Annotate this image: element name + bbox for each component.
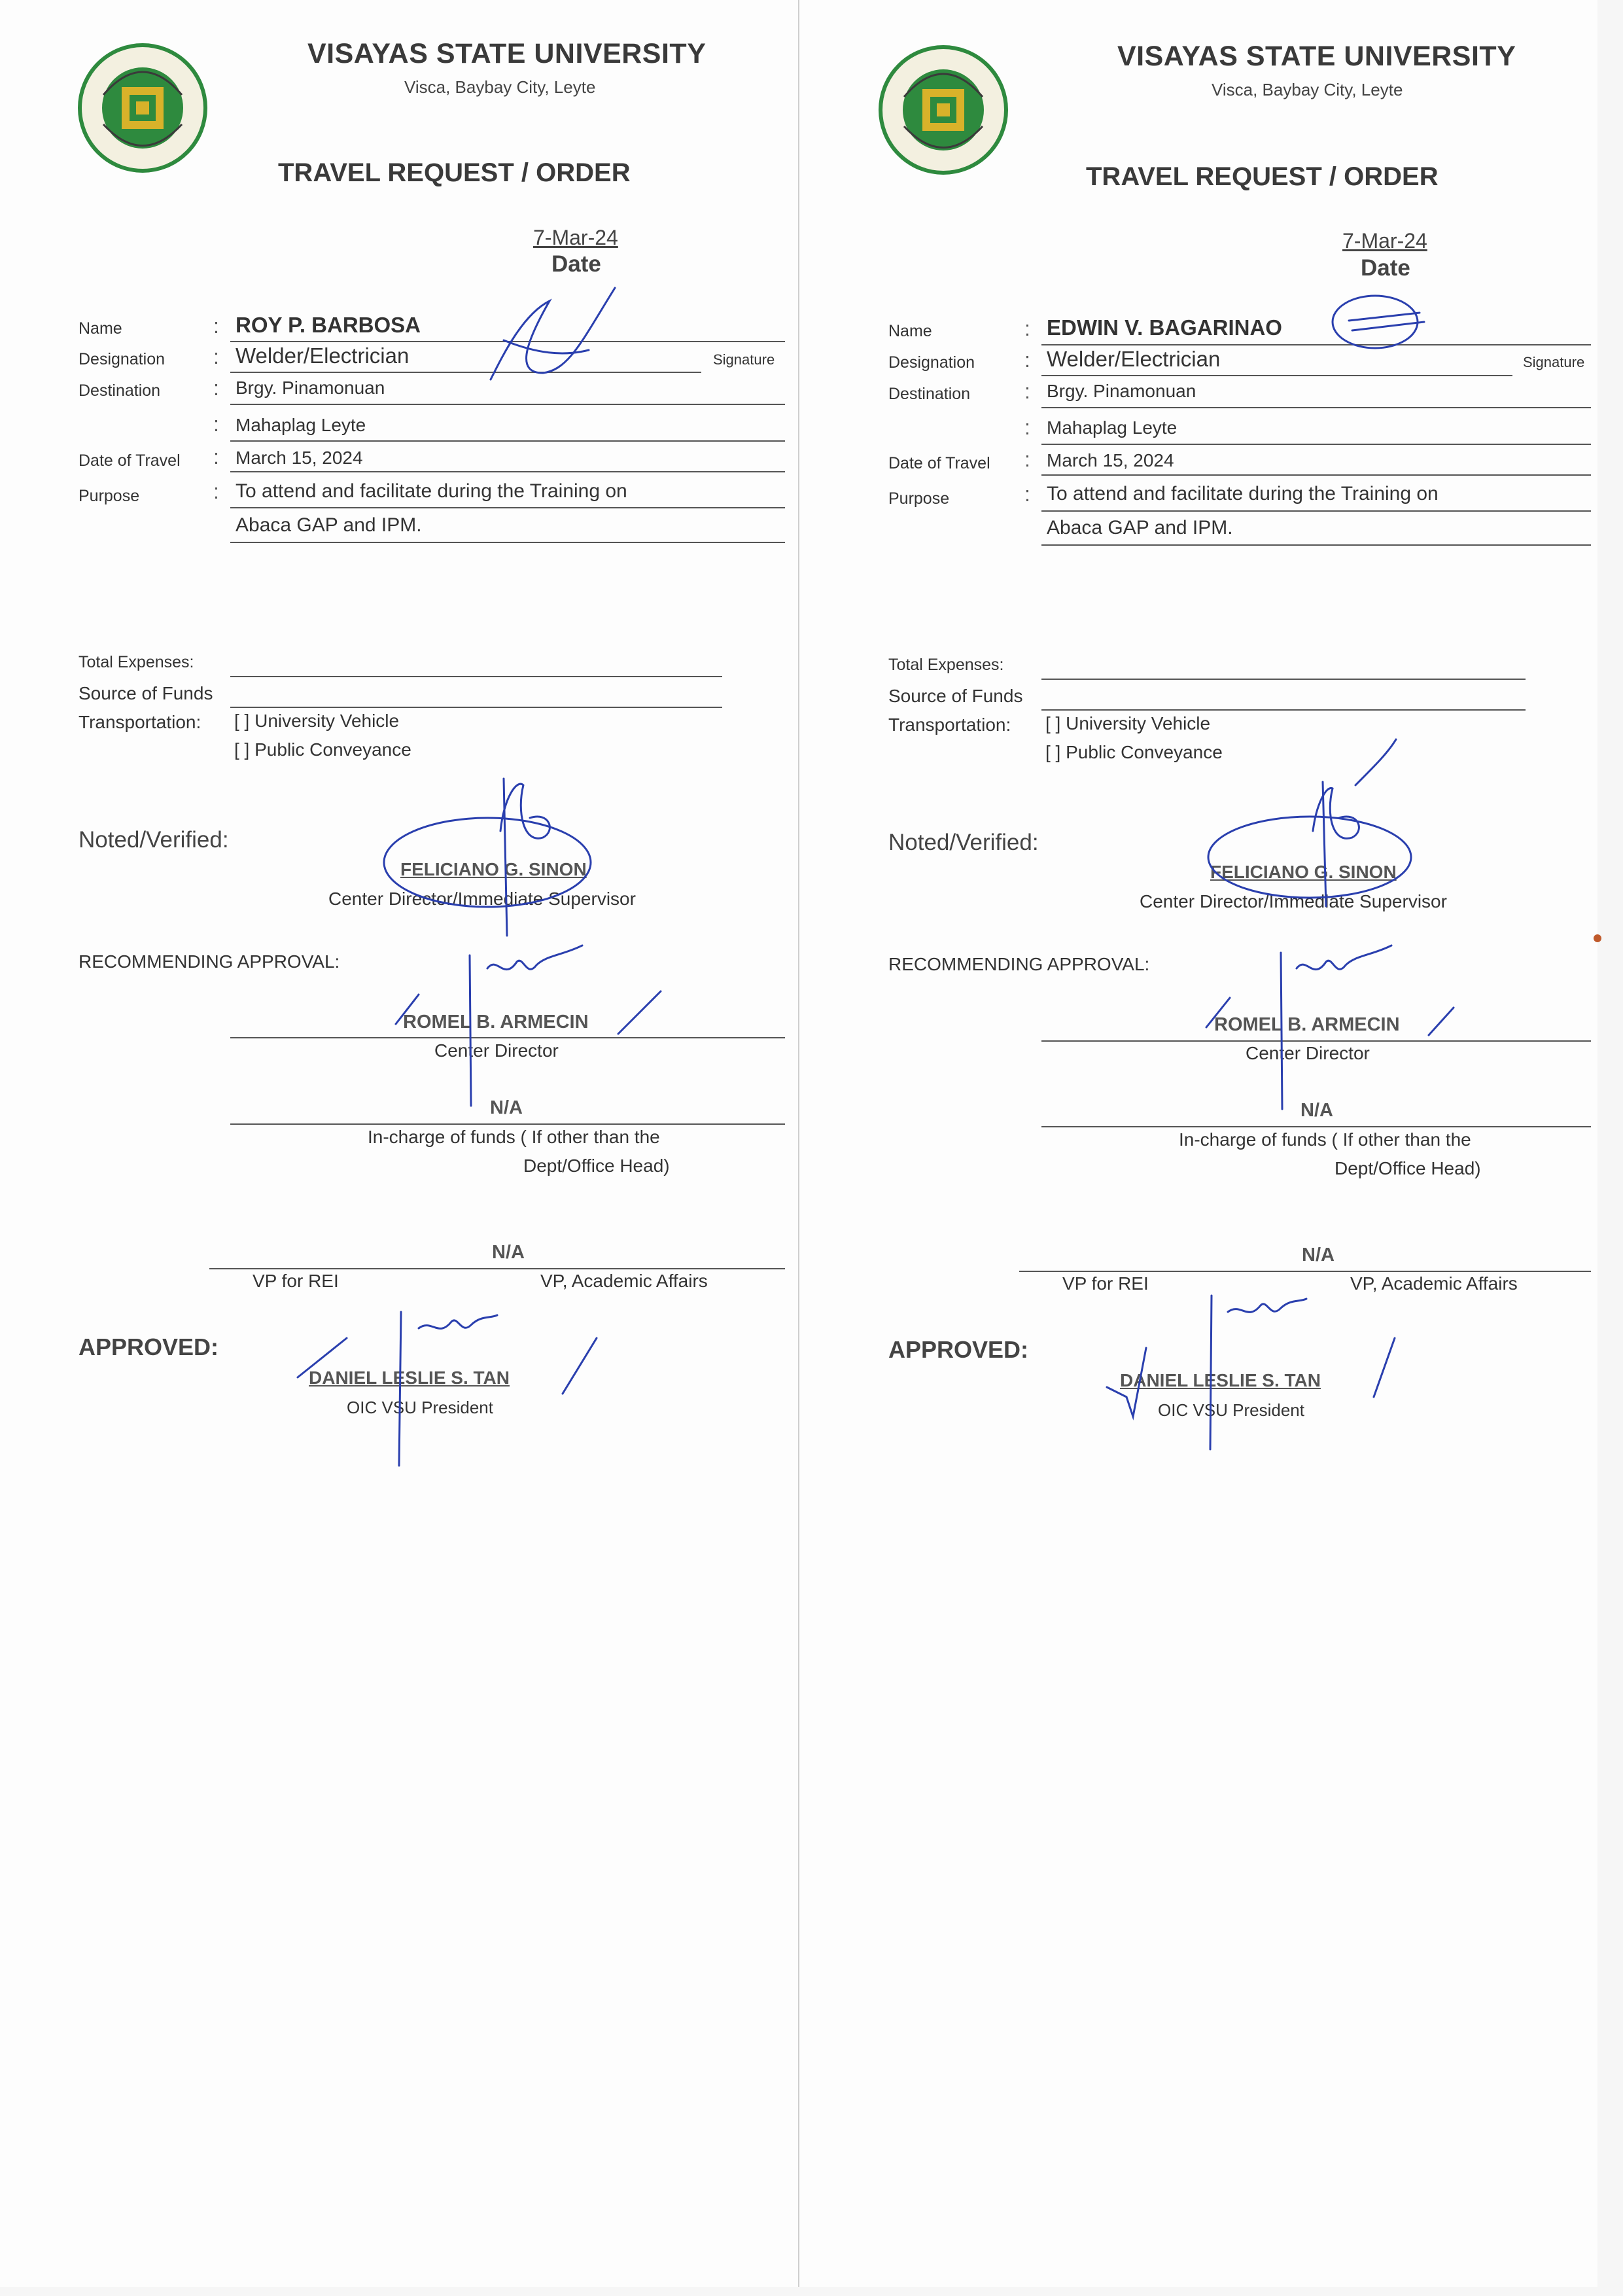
destination-line-1	[230, 404, 785, 405]
date-label: Date	[1361, 255, 1410, 281]
colon: :	[1024, 348, 1030, 372]
travel-date-value: March 15, 2024	[1047, 450, 1174, 470]
noted-verified-label: Noted/Verified:	[79, 827, 229, 853]
university-address: Visca, Baybay City, Leyte	[404, 77, 596, 97]
funds-incharge-line	[1041, 1126, 1591, 1127]
employee-signature	[491, 288, 615, 380]
recommending-approval-label: RECOMMENDING APPROVAL:	[888, 954, 1150, 974]
purpose-line-2	[1041, 544, 1591, 546]
purpose-value-2: Abaca GAP and IPM.	[1047, 517, 1233, 539]
source-of-funds-label: Source of Funds	[79, 683, 213, 703]
purpose-line-2	[230, 542, 785, 543]
colon: :	[213, 345, 219, 368]
supervisor-title: Center Director/Immediate Supervisor	[328, 889, 636, 909]
supervisor-signature-loop	[1208, 817, 1411, 898]
destination-label: Destination	[79, 381, 161, 400]
supervisor-name: FELICIANO G. SINON	[400, 859, 587, 879]
form-title: TRAVEL REQUEST / ORDER	[278, 158, 631, 187]
approver-name: DANIEL LESLIE S. TAN	[309, 1368, 510, 1388]
purpose-label: Purpose	[888, 489, 950, 508]
funds-incharge-na: N/A	[1300, 1100, 1333, 1121]
supervisor-name: FELICIANO G. SINON	[1210, 862, 1397, 882]
funds-incharge-title-2: Dept/Office Head)	[1335, 1158, 1481, 1178]
source-of-funds-label: Source of Funds	[888, 686, 1023, 706]
destination-value-2: Mahaplag Leyte	[1047, 417, 1178, 438]
vp-academic-label: VP, Academic Affairs	[1350, 1273, 1518, 1294]
transportation-label: Transportation:	[79, 712, 201, 732]
source-of-funds-line	[230, 707, 722, 708]
purpose-value-1: To attend and facilitate during the Training on	[1047, 483, 1439, 504]
university-seal-logo	[77, 43, 208, 173]
funds-incharge-na: N/A	[490, 1097, 523, 1118]
option-university-vehicle: [ ] University Vehicle	[234, 711, 400, 731]
destination-value-1: Brgy. Pinamonuan	[1047, 381, 1196, 401]
option-public-conveyance: [ ] Public Conveyance	[234, 739, 411, 760]
colon: :	[1024, 380, 1030, 403]
designation-line	[1041, 375, 1512, 376]
colon: :	[213, 445, 219, 468]
recommender-title: Center Director	[1246, 1043, 1370, 1063]
designation-value: Welder/Electrician	[236, 344, 410, 368]
purpose-value-1: To attend and facilitate during the Training on	[236, 480, 627, 502]
purpose-line-1	[1041, 510, 1591, 512]
vp-na: N/A	[492, 1242, 525, 1263]
vp-academic-label: VP, Academic Affairs	[540, 1271, 708, 1291]
name-line	[230, 341, 785, 342]
colon: :	[1024, 415, 1030, 439]
vp-rei-label: VP for REI	[1062, 1273, 1149, 1294]
vp-line	[209, 1268, 785, 1269]
funds-incharge-title-1: In-charge of funds ( If other than the	[1179, 1129, 1471, 1150]
request-date-value: 7-Mar-24	[1342, 229, 1427, 253]
signature-label: Signature	[1523, 354, 1585, 370]
name-label: Name	[888, 322, 932, 340]
travel-date-value: March 15, 2024	[236, 448, 363, 468]
request-date-value: 7-Mar-24	[533, 226, 618, 249]
approved-label: APPROVED:	[79, 1333, 219, 1360]
option-university-vehicle: [ ] University Vehicle	[1045, 713, 1211, 733]
recommender-title: Center Director	[434, 1040, 559, 1061]
funds-incharge-title-1: In-charge of funds ( If other than the	[368, 1127, 660, 1147]
travel-order-form-right	[799, 0, 1597, 2287]
recommender-line	[230, 1037, 785, 1038]
university-seal-logo	[878, 44, 1009, 175]
travel-date-line	[1041, 474, 1591, 476]
noted-verified-label: Noted/Verified:	[888, 830, 1039, 855]
university-address: Visca, Baybay City, Leyte	[1212, 80, 1403, 99]
source-of-funds-line	[1041, 709, 1526, 711]
destination-value-2: Mahaplag Leyte	[236, 415, 366, 435]
designation-line	[230, 372, 701, 373]
destination-line-2	[230, 440, 785, 442]
name-value: ROY P. BARBOSA	[236, 313, 421, 337]
designation-value: Welder/Electrician	[1047, 347, 1221, 371]
option-public-conveyance: [ ] Public Conveyance	[1045, 742, 1223, 762]
university-name: VISAYAS STATE UNIVERSITY	[1117, 41, 1516, 72]
approver-name: DANIEL LESLIE S. TAN	[1120, 1370, 1321, 1390]
binder-hole-mark	[1594, 934, 1601, 942]
travel-order-form-left	[0, 0, 798, 2287]
form-title: TRAVEL REQUEST / ORDER	[1086, 162, 1439, 191]
funds-incharge-line	[230, 1123, 785, 1125]
date-label: Date	[551, 251, 601, 277]
name-label: Name	[79, 319, 122, 338]
recommender-line	[1041, 1040, 1591, 1042]
recommender-name: ROMEL B. ARMECIN	[1214, 1014, 1400, 1035]
transportation-label: Transportation:	[888, 715, 1011, 735]
colon: :	[1024, 317, 1030, 340]
total-expenses-label: Total Expenses:	[79, 653, 194, 671]
travel-date-label: Date of Travel	[79, 451, 181, 470]
recommending-approval-label: RECOMMENDING APPROVAL:	[79, 951, 340, 972]
approver-title: OIC VSU President	[1158, 1400, 1304, 1420]
travel-date-line	[230, 471, 785, 472]
purpose-line-1	[230, 507, 785, 508]
colon: :	[1024, 482, 1030, 506]
colon: :	[213, 376, 219, 400]
total-expenses-line	[230, 676, 722, 677]
employee-signature-loop	[1333, 296, 1418, 348]
travel-date-label: Date of Travel	[888, 454, 990, 472]
recommender-name: ROMEL B. ARMECIN	[403, 1012, 589, 1033]
colon: :	[1024, 448, 1030, 471]
funds-incharge-title-2: Dept/Office Head)	[523, 1156, 670, 1176]
approver-signature-stroke	[399, 1312, 401, 1466]
supervisor-title: Center Director/Immediate Supervisor	[1140, 891, 1447, 911]
destination-line-1	[1041, 407, 1591, 408]
vp-rei-label: VP for REI	[253, 1271, 339, 1291]
destination-value-1: Brgy. Pinamonuan	[236, 378, 385, 398]
destination-line-2	[1041, 444, 1591, 445]
designation-label: Designation	[79, 350, 166, 368]
name-value: EDWIN V. BAGARINAO	[1047, 315, 1282, 340]
colon: :	[213, 480, 219, 503]
university-name: VISAYAS STATE UNIVERSITY	[307, 38, 707, 69]
approved-label: APPROVED:	[888, 1336, 1029, 1363]
destination-label: Destination	[888, 385, 971, 403]
purpose-value-2: Abaca GAP and IPM.	[236, 514, 422, 536]
total-expenses-label: Total Expenses:	[888, 656, 1004, 674]
colon: :	[213, 314, 219, 338]
signature-label: Signature	[713, 351, 775, 368]
approver-title: OIC VSU President	[347, 1398, 493, 1417]
total-expenses-line	[1041, 679, 1526, 680]
name-line	[1041, 344, 1591, 345]
vp-na: N/A	[1302, 1245, 1335, 1265]
purpose-label: Purpose	[79, 487, 140, 505]
vp-line	[1019, 1271, 1591, 1272]
designation-label: Designation	[888, 353, 975, 372]
colon: :	[213, 412, 219, 436]
